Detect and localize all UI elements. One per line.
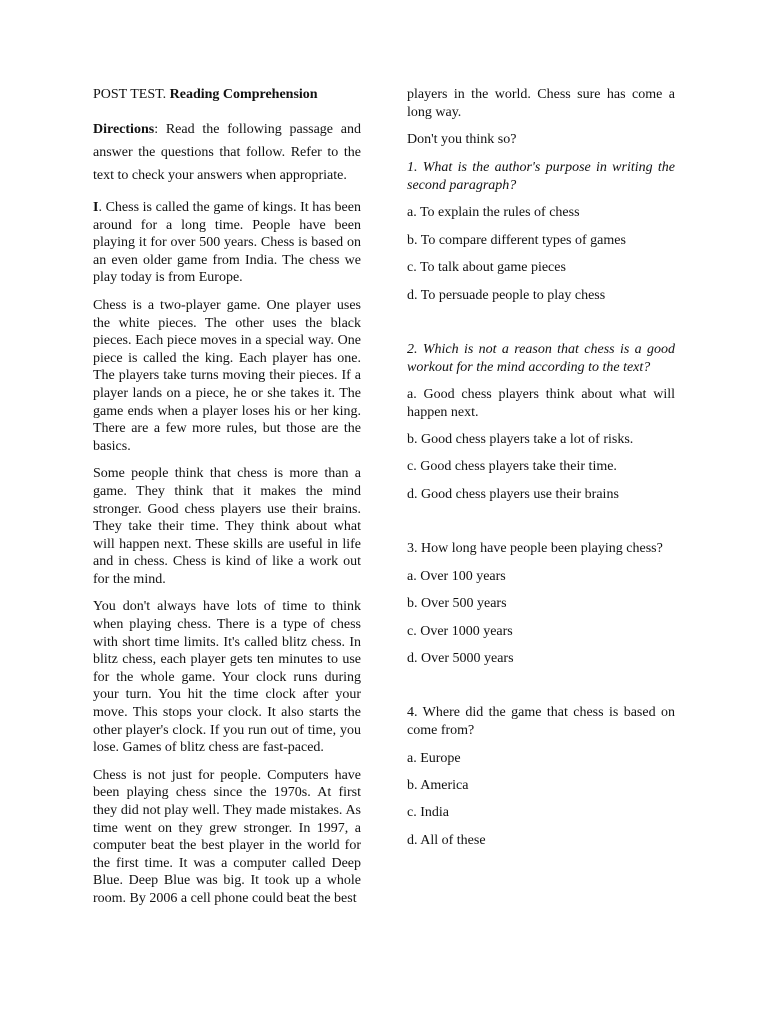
question-1 bbox=[407, 159, 675, 304]
question-2 bbox=[407, 341, 675, 503]
passage-paragraph-2: Chess is a two-player game. One player uses the white pieces. The other uses the black pieces. Each piece moves in a special way. One piece is called the king. Each player has one. The players take turns moving their pieces. If a player lands on a piece, he or she takes it. The game ends when a player loses his or her king. There are a few more rules, but those are the basics. bbox=[93, 297, 361, 454]
title-prefix: POST TEST. bbox=[93, 87, 167, 102]
answer-option: d. To persuade people to play chess bbox=[407, 287, 606, 303]
answer-option: c. To talk about game pieces bbox=[407, 260, 566, 276]
page-title bbox=[93, 86, 361, 104]
passage-paragraph-1 bbox=[93, 199, 361, 287]
question-4 bbox=[407, 704, 675, 849]
answer-option: c. Over 1000 years bbox=[407, 623, 513, 639]
answer-option: a. Good chess players think about what will happen next. bbox=[407, 387, 675, 420]
passage-paragraph-5: Chess is not just for people. Computers have been playing chess since the 1970s. At first they did not play well. They made mistakes. As time went on they grew stronger. In 1997, a computer beat the best player in the world for the first time. It was a computer called Deep Blue. Deep Blue was big. It took up a whole room. By 2006 a cell phone could beat the best bbox=[93, 767, 361, 906]
right-column bbox=[407, 86, 675, 849]
answer-option: b. To compare different types of games bbox=[407, 232, 626, 248]
passage-continuation: players in the world. Chess sure has come a long way. bbox=[407, 87, 675, 120]
directions-label: Directions bbox=[93, 122, 155, 137]
answer-option: d. Good chess players use their brains bbox=[407, 486, 619, 502]
left-column bbox=[93, 86, 361, 908]
answer-option: c. India bbox=[407, 805, 449, 821]
question-text: 3. How long have people been playing chess? bbox=[407, 541, 663, 557]
answer-option: b. Good chess players take a lot of risks. bbox=[407, 432, 634, 447]
question-text: 2. Which is not a reason that chess is a good workout for the mind according to the text? bbox=[407, 342, 675, 375]
answer-option: a. Over 100 years bbox=[407, 568, 506, 584]
question-text: 1. What is the author's purpose in writing the second paragraph? bbox=[407, 160, 675, 193]
question-text: 4. Where did the game that chess is based on come from? bbox=[407, 705, 675, 739]
answer-option: b. America bbox=[407, 778, 469, 794]
answer-option: d. All of these bbox=[407, 832, 486, 848]
directions-text: : Read the following passage and answer the questions that follow. Refer to the text to check your answers when appropriate. bbox=[93, 122, 361, 183]
answer-option: c. Good chess players take their time. bbox=[407, 459, 617, 475]
passage-closing: Don't you think so? bbox=[407, 132, 517, 148]
directions bbox=[93, 118, 361, 187]
passage-paragraph-4: You don't always have lots of time to think when playing chess. There is a type of chess with short time limits. It's called blitz chess. In blitz chess, each player gets ten minutes to use for the whole game. Your clock runs during your turn. You hit the time clock after your move. This stops your clock. It also starts the other player's clock. If you run out of time, you lose. Games of blitz chess are fast-paced. bbox=[93, 599, 361, 756]
answer-option: b. Over 500 years bbox=[407, 596, 507, 612]
answer-option: d. Over 5000 years bbox=[407, 651, 514, 667]
title-text: Reading Comprehension bbox=[169, 87, 318, 102]
passage-paragraph-1-text: . Chess is called the game of kings. It has been around for a long time. People have been playing it for over 500 years. Chess is based on an even older game from India. The chess we play today is from Europe. bbox=[93, 200, 361, 286]
passage-paragraph-3: Some people think that chess is more than a game. They think that it makes the mind stronger. Good chess players use their brains. They take their time. They think about what will happen next. These skills are useful in life and in chess. Chess is kind of like a work out for the mind. bbox=[93, 466, 361, 587]
question-3 bbox=[407, 540, 675, 667]
answer-option: a. To explain the rules of chess bbox=[407, 205, 580, 221]
section-label: I bbox=[93, 200, 99, 215]
answer-option: a. Europe bbox=[407, 750, 461, 766]
